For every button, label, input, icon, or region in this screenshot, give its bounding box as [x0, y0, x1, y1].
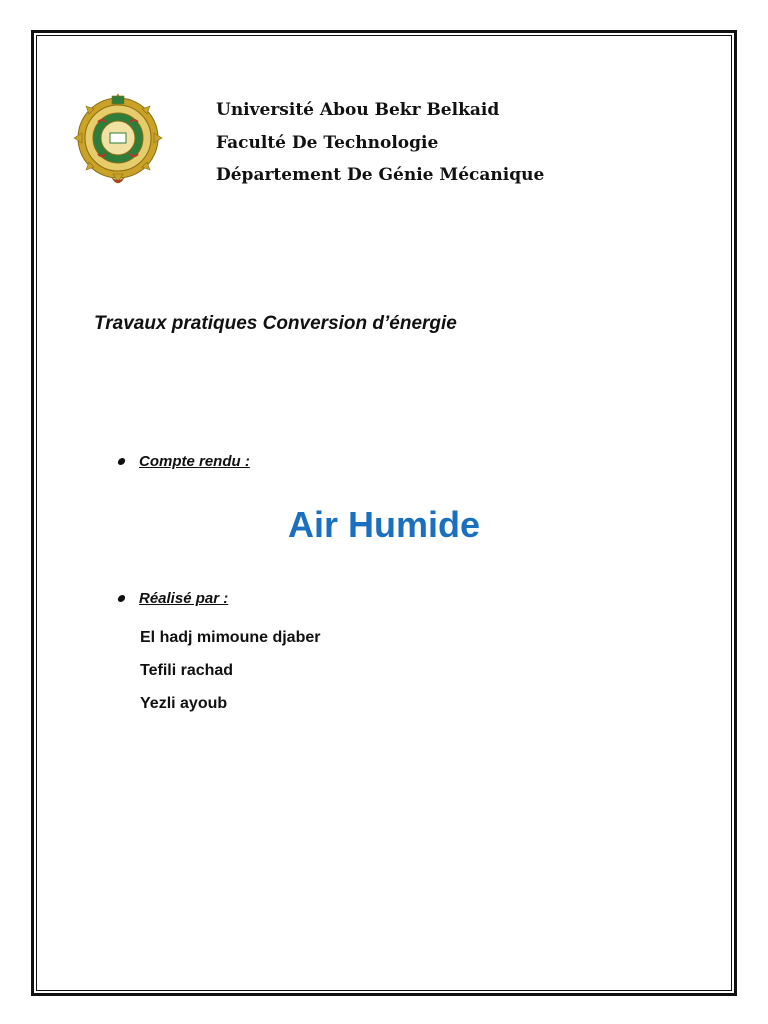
faculty-name: Faculté De Technologie: [216, 132, 439, 153]
report-title: Air Humide: [287, 504, 481, 545]
author-name: Tefili rachad: [140, 662, 234, 679]
author-name: Yezli ayoub: [140, 695, 228, 712]
report-label: Compte rendu :: [139, 453, 250, 470]
university-name: Université Abou Bekr Belkaid: [216, 100, 500, 120]
university-emblem-icon: [72, 92, 164, 190]
bullet-icon: [117, 458, 126, 465]
authors-list: [140, 621, 320, 720]
author-name: El hadj mimoune djaber: [140, 629, 321, 646]
institution-header: [216, 94, 544, 192]
authors-label-row: [118, 590, 228, 607]
report-label-row: [118, 453, 250, 470]
course-subtitle: Travaux pratiques Conversion d’énergie: [94, 313, 457, 334]
department-name: Département De Génie Mécanique: [216, 165, 545, 185]
bullet-icon: [117, 595, 126, 602]
authors-label: Réalisé par :: [139, 590, 229, 607]
